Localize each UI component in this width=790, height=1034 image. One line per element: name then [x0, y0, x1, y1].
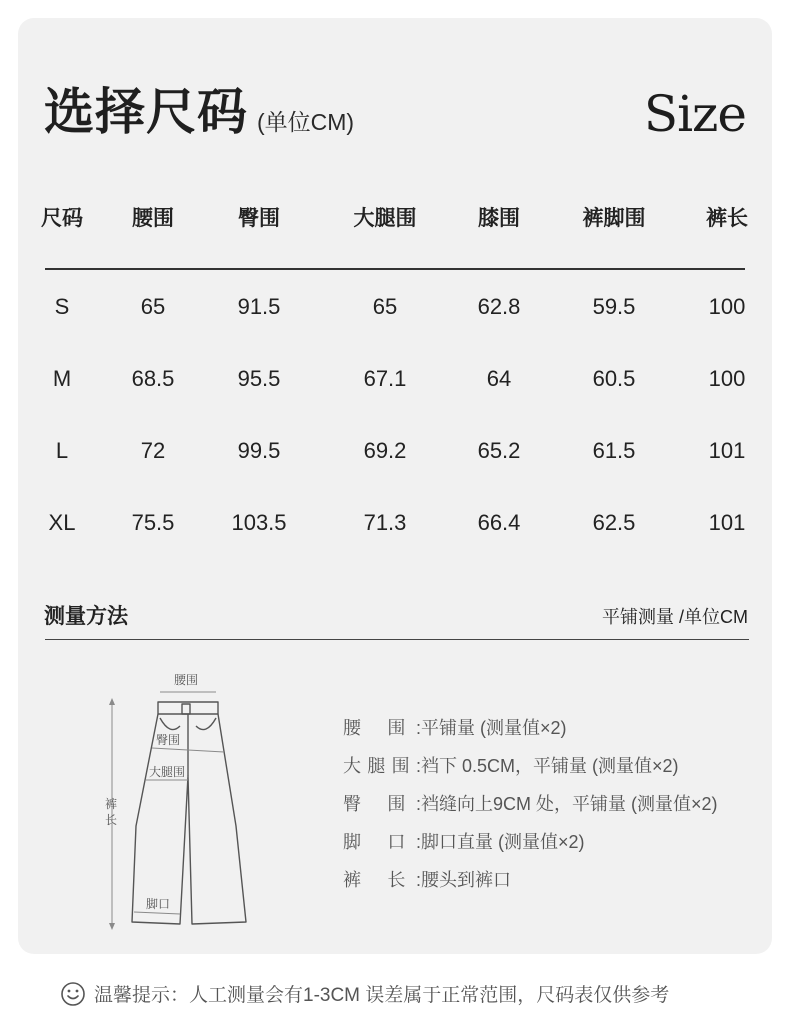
cell-length: 100 [708, 366, 746, 391]
method-notes [343, 714, 718, 904]
pants-diagram [96, 666, 266, 936]
column-header-waist: 腰围 [132, 207, 174, 230]
method-title: 测量方法 [44, 605, 128, 628]
title-unit: (单位CM) [257, 109, 355, 135]
left-pocket [160, 718, 180, 730]
cell-waist: 65 [140, 294, 166, 319]
table-row [30, 502, 760, 542]
note-value: 脚口直量 (测量值×2) [421, 832, 585, 852]
cell-size: L [55, 438, 69, 463]
cell-knee: 66.4 [477, 510, 521, 535]
method-unit-note: 平铺测量 /单位CM [602, 607, 748, 627]
hem-label: 脚口 [146, 897, 171, 911]
note-key: 臀 围: [343, 794, 421, 814]
cell-size: XL [48, 510, 76, 535]
note-waist [343, 714, 718, 752]
right-pocket [196, 718, 216, 730]
waist-label: 腰围 [174, 673, 199, 687]
cell-hip: 91.5 [237, 294, 281, 319]
note-value: 平铺量 (测量值×2) [421, 718, 567, 738]
cell-thigh: 65 [372, 294, 398, 319]
column-header-length: 裤长 [706, 207, 748, 230]
cell-hem: 61.5 [592, 438, 636, 463]
cell-size: M [52, 366, 72, 391]
cell-hip: 95.5 [237, 366, 281, 391]
cell-size: S [54, 294, 70, 319]
note-thigh [343, 752, 718, 790]
note-value: 裆下 0.5CM，平铺量 (测量值×2) [421, 756, 679, 776]
note-value: 裆缝向上9CM 处，平铺量 (测量值×2) [421, 794, 718, 814]
page-title: 选择尺码 [44, 83, 248, 141]
column-header-thigh: 大腿围 [353, 207, 417, 230]
method-divider [45, 639, 749, 640]
size-brand-text: Size [643, 85, 746, 143]
cell-length: 101 [708, 438, 746, 463]
hip-label: 臀围 [156, 733, 181, 747]
table-row [30, 286, 760, 326]
smile-icon [60, 981, 86, 1007]
note-hip [343, 790, 718, 828]
cell-waist: 68.5 [131, 366, 175, 391]
cell-length: 101 [708, 510, 746, 535]
length-label-2: 长 [105, 813, 118, 827]
cell-hip: 99.5 [237, 438, 281, 463]
cell-thigh: 67.1 [363, 366, 407, 391]
column-header-hem: 裤脚围 [582, 207, 646, 230]
cell-length: 100 [708, 294, 746, 319]
thigh-label: 大腿围 [149, 765, 186, 779]
column-header-knee: 膝围 [478, 207, 520, 230]
note-key: 脚 口: [343, 832, 421, 852]
cell-thigh: 69.2 [363, 438, 407, 463]
note-key: 裤 长: [343, 870, 421, 890]
note-key: 大腿围: [343, 756, 421, 776]
footer-text: 温馨提示：人工测量会有1-3CM 误差属于正常范围，尺码表仅供参考 [94, 985, 670, 1006]
cell-thigh: 71.3 [363, 510, 407, 535]
cell-knee: 64 [486, 366, 512, 391]
note-hem [343, 828, 718, 866]
hem-arrow [134, 912, 180, 914]
note-value: 腰头到裤口 [421, 870, 511, 890]
footer-tip [60, 980, 669, 1012]
column-header-size: 尺码 [41, 207, 83, 230]
table-row [30, 358, 760, 398]
table-row [30, 430, 760, 470]
table-header-divider [45, 268, 745, 270]
cell-waist: 75.5 [131, 510, 175, 535]
cell-knee: 65.2 [477, 438, 521, 463]
cell-hem: 59.5 [592, 294, 636, 319]
note-length [343, 866, 718, 904]
column-header-hip: 臀围 [238, 207, 280, 230]
cell-hem: 62.5 [592, 510, 636, 535]
cell-knee: 62.8 [477, 294, 521, 319]
cell-hip: 103.5 [231, 510, 287, 535]
pants-outline [132, 714, 246, 924]
note-key: 腰 围: [343, 718, 421, 738]
length-label-1: 裤 [105, 797, 118, 811]
button-shape [182, 704, 190, 714]
table-header [30, 196, 760, 234]
cell-waist: 72 [140, 438, 166, 463]
cell-hem: 60.5 [592, 366, 636, 391]
